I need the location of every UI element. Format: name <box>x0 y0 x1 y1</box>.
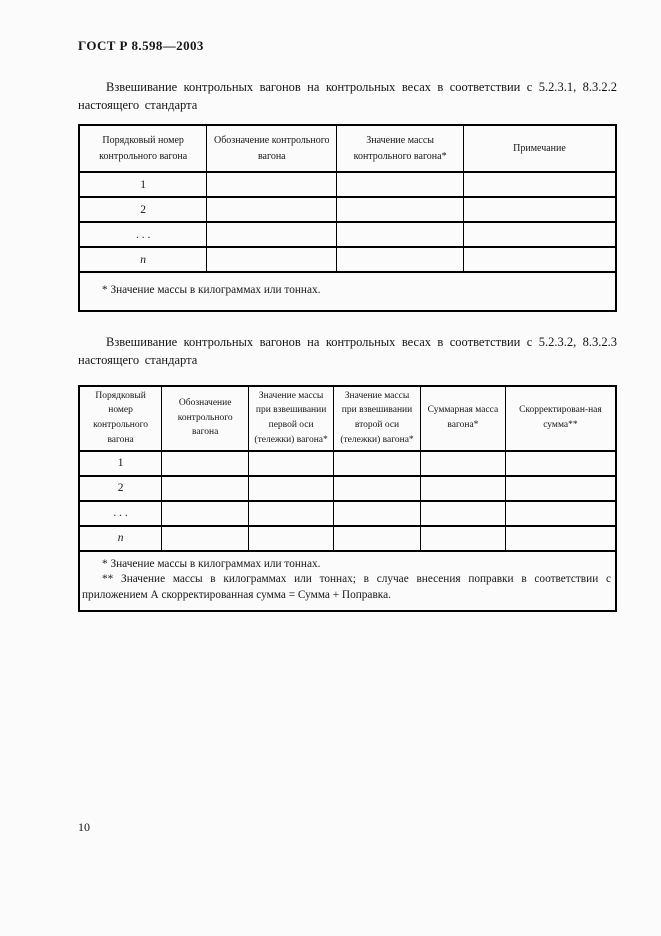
t2-footnote-corrected-sum: ** Значение массы в килограммах или тоннах; в случае внесения поправки в соответствии с приложением А скорректированная сумма = Сумма + Поправка. <box>82 573 611 602</box>
t1-empty-cell <box>207 197 337 222</box>
t2-empty-cell <box>421 476 506 501</box>
t1-empty-cell <box>463 222 616 247</box>
t2-header-wagon-designation: Обозначение контрольного вагона <box>162 386 249 451</box>
page-number: 10 <box>78 820 90 834</box>
t2-row-1-label: 1 <box>79 451 162 476</box>
t2-header-corrected-sum: Скорректирован-ная сумма** <box>505 386 616 451</box>
t2-footnote-row <box>79 551 616 611</box>
t2-footnote-mass: * Значение массы в килограммах или тоннах. <box>102 557 321 570</box>
section2-intro-paragraph: Взвешивание контрольных вагонов на контрольных весах в соответствии с 5.2.3.2, 8.3.2.3 настоящего стандарта <box>78 335 617 368</box>
t1-footnote-cell <box>79 272 616 311</box>
t2-empty-cell <box>421 526 506 551</box>
t2-empty-cell <box>249 476 334 501</box>
t1-row-2-label: 2 <box>79 197 207 222</box>
t2-empty-cell <box>334 451 421 476</box>
t2-empty-cell <box>421 451 506 476</box>
t1-empty-cell <box>463 247 616 272</box>
t1-header-wagon-designation: Обозначение контрольного вагона <box>207 125 337 172</box>
t1-row-1 <box>79 172 616 197</box>
t2-row-2-label: 2 <box>79 476 162 501</box>
t2-empty-cell <box>334 476 421 501</box>
t1-empty-cell <box>463 172 616 197</box>
t1-empty-cell <box>207 247 337 272</box>
t1-row-ellipsis <box>79 222 616 247</box>
t2-empty-cell <box>249 501 334 526</box>
t2-empty-cell <box>505 476 616 501</box>
t2-empty-cell <box>162 526 249 551</box>
t1-header-mass-value: Значение массы контрольного вагона* <box>337 125 464 172</box>
t1-row-2 <box>79 197 616 222</box>
t2-header-second-axle-mass: Значение массы при взвешивании второй оси (тележки) вагона* <box>334 386 421 451</box>
t1-row-n <box>79 247 616 272</box>
t1-footnote-row <box>79 272 616 311</box>
t2-row-ellipsis-label: . . . <box>79 501 162 526</box>
t2-header-first-axle-mass: Значение массы при взвешивании первой оси (тележки) вагона* <box>249 386 334 451</box>
weighing-table-2 <box>78 385 617 612</box>
t2-row-1 <box>79 451 616 476</box>
t2-empty-cell <box>162 451 249 476</box>
weighing-table-1 <box>78 124 617 312</box>
t2-row-n-label: n <box>79 526 162 551</box>
t1-header-wagon-number: Порядковый номер контрольного вагона <box>79 125 207 172</box>
t1-empty-cell <box>463 197 616 222</box>
t1-empty-cell <box>337 222 464 247</box>
t1-row-1-label: 1 <box>79 172 207 197</box>
t2-row-ellipsis <box>79 501 616 526</box>
t2-empty-cell <box>505 451 616 476</box>
t2-header-row <box>79 386 616 451</box>
t1-empty-cell <box>207 222 337 247</box>
t2-empty-cell <box>421 501 506 526</box>
t2-empty-cell <box>249 451 334 476</box>
t2-empty-cell <box>334 526 421 551</box>
t2-header-wagon-number: Порядковый номер контрольного вагона <box>79 386 162 451</box>
t2-empty-cell <box>162 501 249 526</box>
t1-empty-cell <box>337 172 464 197</box>
t1-empty-cell <box>207 172 337 197</box>
t2-header-total-mass: Суммарная масса вагона* <box>421 386 506 451</box>
t2-empty-cell <box>505 501 616 526</box>
t1-header-note: Примечание <box>463 125 616 172</box>
t2-footnote-cell <box>79 551 616 611</box>
t2-empty-cell <box>505 526 616 551</box>
t2-row-n <box>79 526 616 551</box>
t2-row-2 <box>79 476 616 501</box>
t2-empty-cell <box>249 526 334 551</box>
t1-footnote-mass: * Значение массы в килограммах или тоннах. <box>102 284 321 297</box>
t1-row-ellipsis-label: . . . <box>79 222 207 247</box>
t1-header-row <box>79 125 616 172</box>
t2-empty-cell <box>162 476 249 501</box>
section1-intro-paragraph: Взвешивание контрольных вагонов на контрольных весах в соответствии с 5.2.3.1, 8.3.2.2 настоящего стандарта <box>78 80 617 113</box>
standard-number-heading: ГОСТ Р 8.598—2003 <box>78 38 204 53</box>
t1-empty-cell <box>337 197 464 222</box>
t1-empty-cell <box>337 247 464 272</box>
t2-empty-cell <box>334 501 421 526</box>
t1-row-n-label: n <box>79 247 207 272</box>
